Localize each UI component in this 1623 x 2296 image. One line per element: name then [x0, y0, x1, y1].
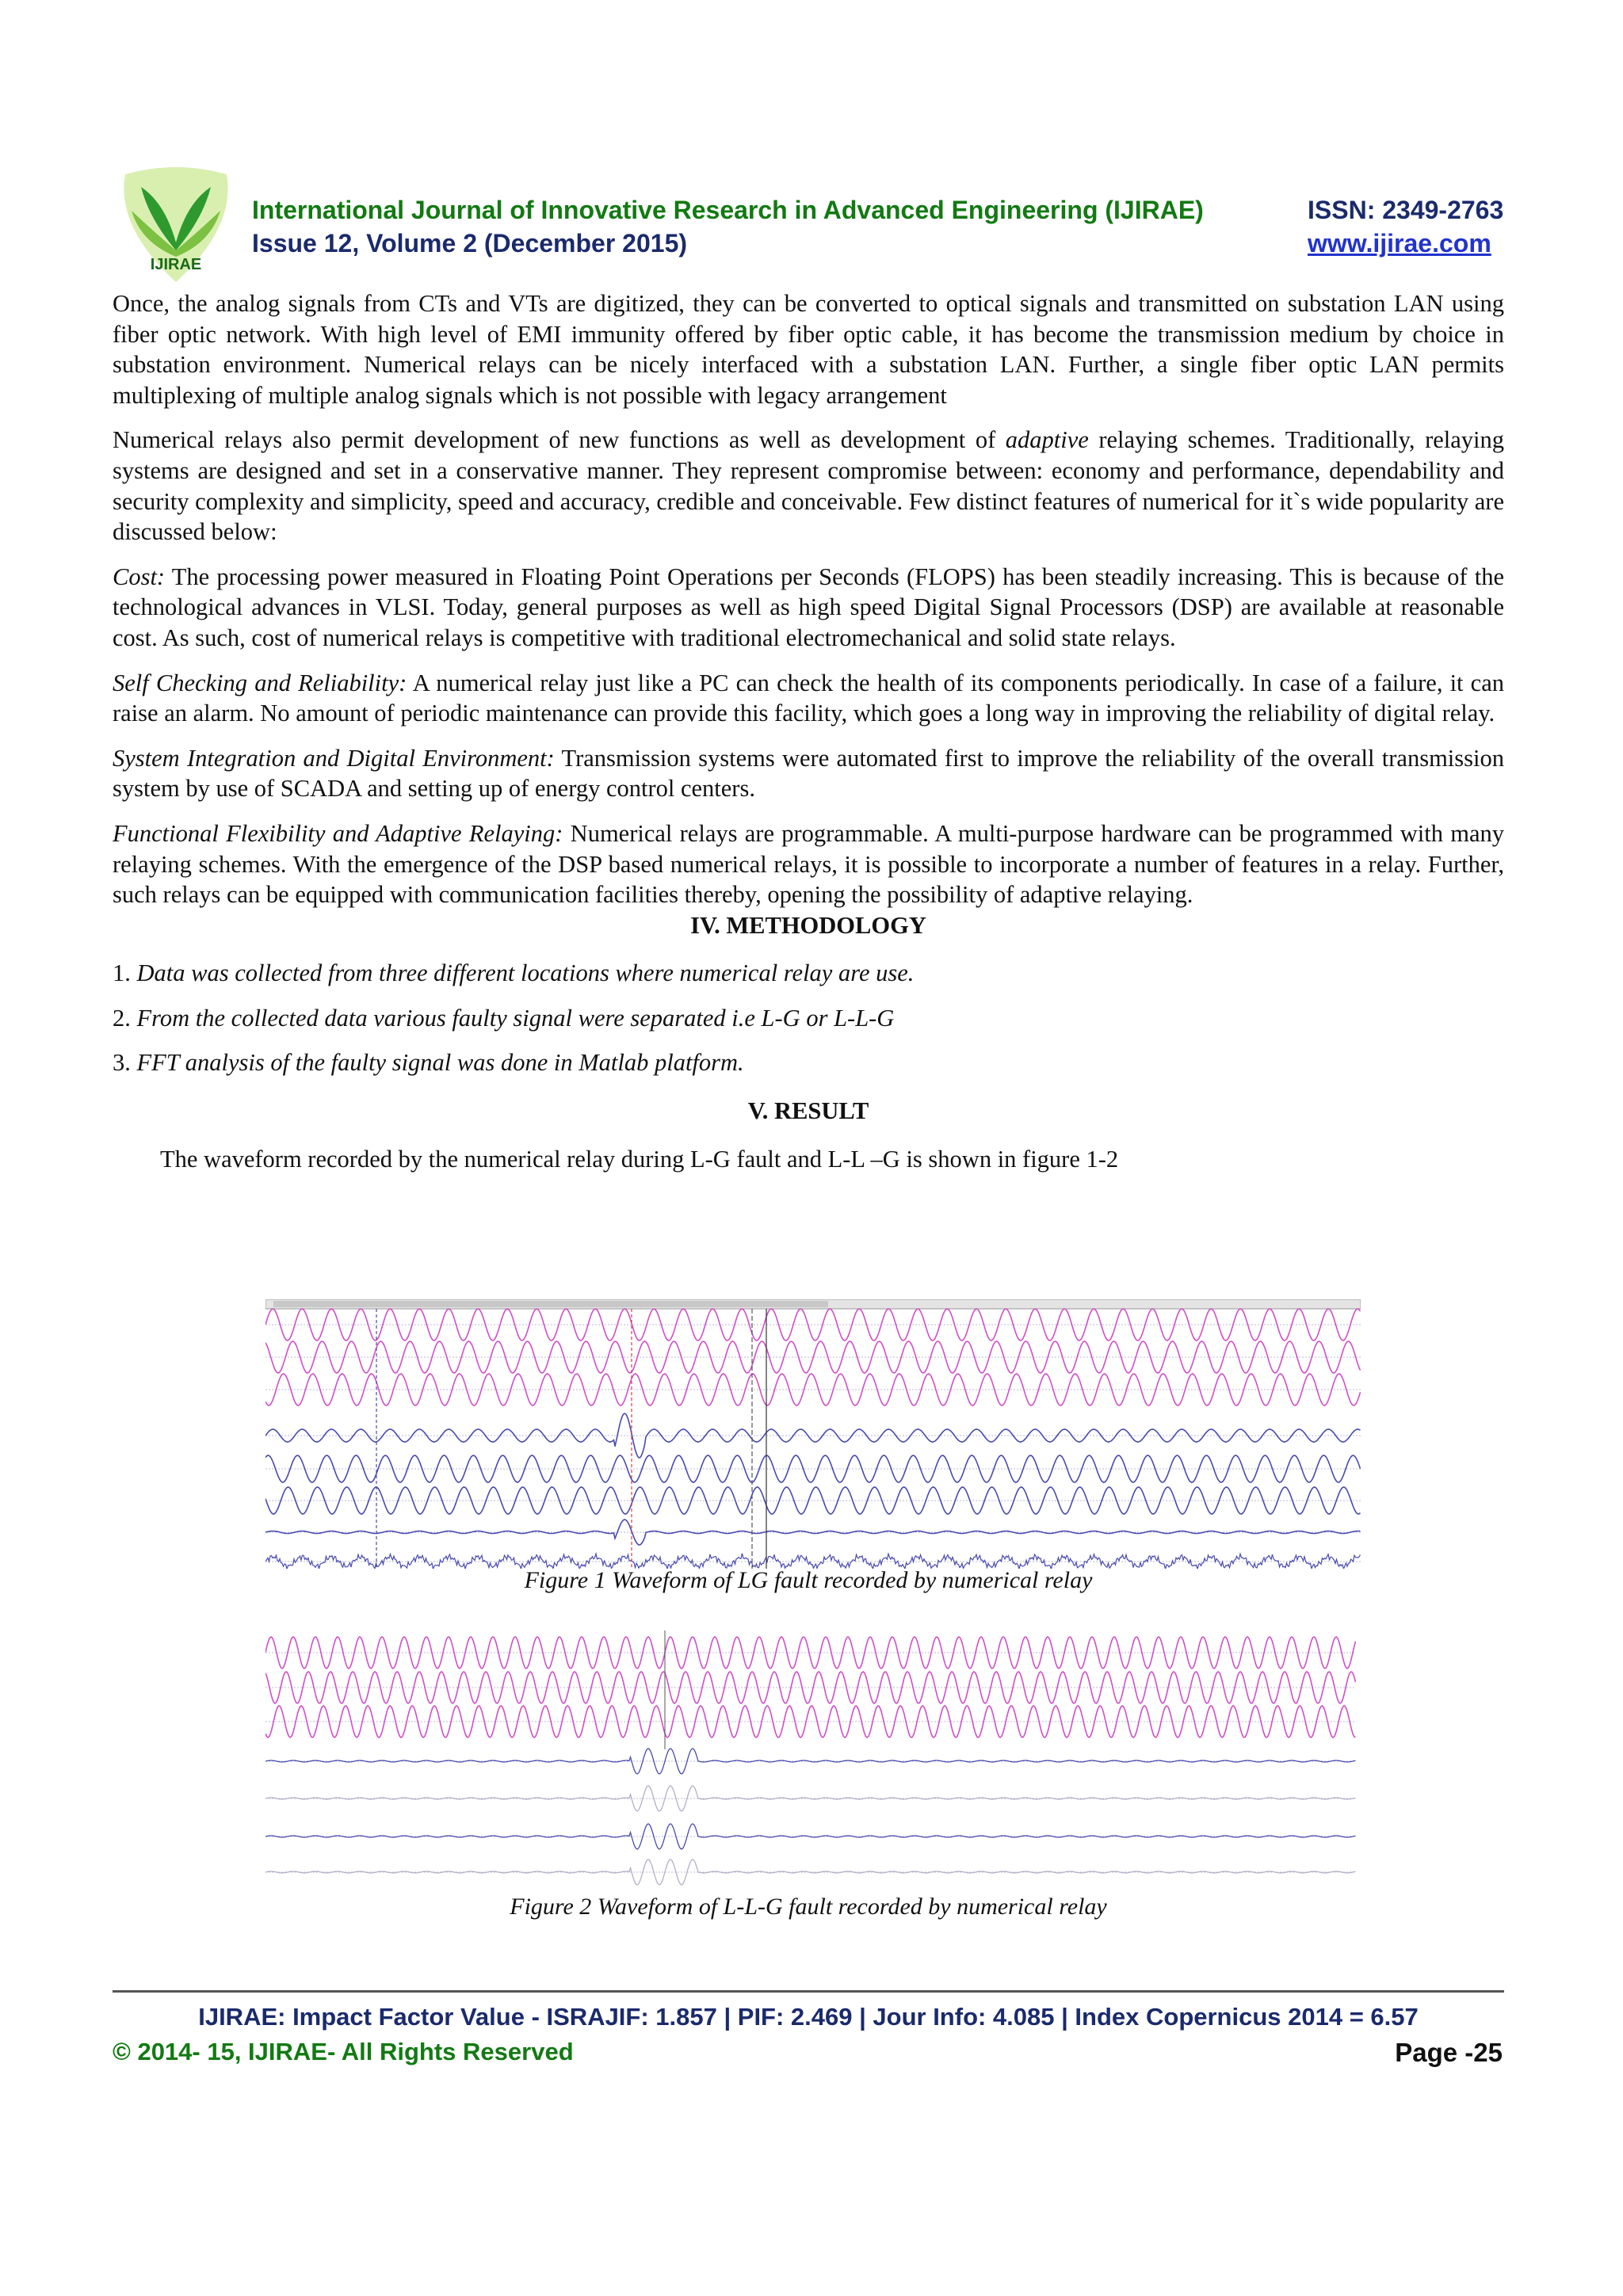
list-item: [113, 958, 1504, 989]
feature-text: Numerical relays are programmable. A multi-purpose hardware can be programmed with many relaying schemes. With the emergence of the DSP based numerical relays, it is possible to incorporate a number of features in a relay. Further, such relays can be equipped with communication facilities thereby, opening the possibility of adaptive relaying.: [113, 819, 1504, 909]
feature-self-checking: [113, 668, 1504, 729]
result-text: The waveform recorded by the numerical relay during L-G fault and L-L –G is shown in figure 1-2: [160, 1145, 1119, 1173]
list-number: 1.: [113, 959, 131, 987]
waveform-trace: [265, 1455, 1361, 1482]
scrollbar-thumb: [273, 1301, 828, 1307]
issue-info: Issue 12, Volume 2 (December 2015): [252, 229, 688, 257]
journal-logo: [109, 163, 242, 284]
list-item: [113, 1047, 1504, 1078]
figure-1-caption: Figure 1 Waveform of LG fault recorded by numerical relay: [524, 1567, 1093, 1593]
list-text: From the collected data various faulty signal were separated i.e L-G or L-L-G: [130, 1004, 895, 1032]
emphasis: adaptive: [1005, 426, 1089, 454]
waveform-trace: [265, 1374, 1361, 1405]
text: relaying schemes. Traditionally, relaying systems are designed and set in a conservative manner. They represent compromise between: economy and performance, dependability and security complexity and simplicity, speed and accuracy, credible and conceivable. Few distinct features of numerical for it`s wide popularity are discussed below:: [113, 426, 1504, 546]
list-number: 2.: [113, 1004, 131, 1032]
list-number: 3.: [113, 1049, 131, 1077]
feature-flexibility: [113, 818, 1504, 910]
feature-text: Transmission systems were automated first to improve the reliability of the overall transmission system by use of SCADA and setting up of energy control centers.: [113, 744, 1504, 803]
figure-2-waveform: [265, 1630, 1356, 1892]
waveform-trace: [265, 1487, 1361, 1514]
waveform-trace: [265, 1309, 1361, 1341]
logo-text: IJIRAE: [150, 256, 202, 273]
waveform-trace: [265, 1413, 1361, 1458]
waveform-trace: [265, 1520, 1361, 1545]
footer-divider: [113, 1990, 1504, 1993]
methodology-heading: IV. METHODOLOGY: [690, 911, 926, 939]
result-heading: V. RESULT: [747, 1097, 869, 1125]
feature-label: Cost:: [113, 563, 166, 590]
methodology-list: [113, 958, 1504, 1078]
feature-label: Functional Flexibility and Adaptive Relaying:: [113, 819, 563, 847]
logo-book-icon: [109, 163, 242, 284]
list-text: Data was collected from three different locations where numerical relay are use.: [130, 959, 915, 987]
figure-1-waveform: [265, 1299, 1361, 1569]
feature-cost: [113, 562, 1504, 654]
feature-text: A numerical relay just like a PC can check the health of its components periodically. In case of a failure, it can raise an alarm. No amount of periodic maintenance can provide this facility, which goes a long way in improving the reliability of digital relay.: [113, 669, 1504, 727]
article-body: [113, 288, 1504, 1188]
website-link[interactable]: www.ijirae.com: [1308, 229, 1491, 257]
issn: ISSN: 2349-2763: [1308, 196, 1504, 224]
text: Numerical relays also permit development of new functions as well as development of: [113, 426, 1006, 454]
list-item: [113, 1003, 1504, 1034]
figure-2-caption: Figure 2 Waveform of L-L-G fault recorded by numerical relay: [510, 1894, 1107, 1920]
paragraph: Once, the analog signals from CTs and VTs are digitized, they can be converted to optical signals and transmitted on substation LAN using fiber optic network. With high level of EMI immunity offered by fiber optic cable, it has become the transmission medium by choice in substation environment. Numerical relays can be nicely interfaced with a substation LAN. Further, a single fiber optic LAN permits multiplexing of multiple analog signals which is not possible with legacy arrangement: [113, 290, 1504, 409]
list-text: FFT analysis of the faulty signal was done in Matlab platform.: [130, 1049, 744, 1077]
feature-text: The processing power measured in Floating Point Operations per Seconds (FLOPS) has been steadily increasing. This is because of the technological advances in VLSI. Today, general purposes as well as high speed Digital Signal Processors (DSP) are available at reasonable cost. As such, cost of numerical relays is competitive with traditional electromechanical and solid state relays.: [113, 563, 1504, 651]
feature-system-integration: [113, 743, 1504, 804]
paragraph: [113, 425, 1504, 547]
impact-factor: IJIRAE: Impact Factor Value - ISRAJIF: 1.857 | PIF: 2.469 | Jour Info: 4.085 | Index Copernicus 2014 = 6.57: [198, 2003, 1419, 2031]
journal-title: International Journal of Innovative Research in Advanced Engineering (IJIRAE): [252, 196, 1204, 224]
copyright: © 2014- 15, IJIRAE- All Rights Reserved: [113, 2038, 574, 2065]
feature-label: Self Checking and Reliability:: [113, 669, 407, 696]
waveform-trace: [265, 1341, 1361, 1373]
page-number: Page -25: [1395, 2038, 1503, 2067]
feature-label: System Integration and Digital Environment:: [113, 744, 555, 772]
